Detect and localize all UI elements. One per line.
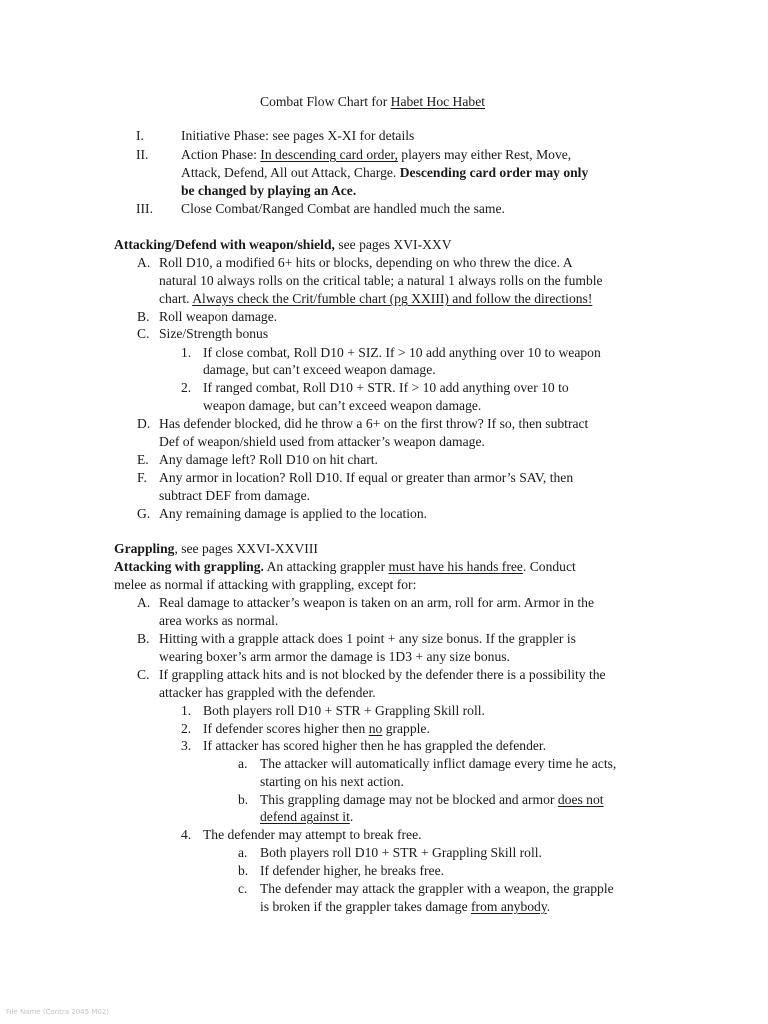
list-item: Both players roll D10 + STR + Grappling Skill roll. — [260, 845, 542, 860]
list-marker: a. — [238, 845, 248, 860]
list-marker: B. — [137, 631, 150, 646]
list-item: If defender higher, he breaks free. — [260, 863, 444, 878]
list-item: If attacker has scored higher then he has grappled the defender. — [203, 738, 547, 753]
list-item: natural 10 always rolls on the critical table; a natural 1 always rolls on the fumble — [159, 273, 603, 288]
list-marker: D. — [137, 416, 151, 431]
list-item: If defender scores higher then no grapple. — [203, 721, 430, 736]
list-item: Any armor in location? Roll D10. If equal or greater than armor’s SAV, then — [159, 470, 574, 485]
list-marker: E. — [137, 452, 149, 467]
list-marker: 2. — [181, 380, 192, 395]
list-item: attacker has grappled with the defender. — [159, 685, 376, 700]
section-heading: Grappling, see pages XXVI-XXVIII — [114, 541, 318, 556]
list-marker: 3. — [181, 738, 192, 753]
list-item: The attacker will automatically inflict damage every time he acts, — [260, 756, 617, 771]
page-title — [260, 93, 485, 111]
phase-text: Action Phase: In descending card order, players may either Rest, Move, — [181, 147, 572, 162]
list-item: Size/Strength bonus — [159, 326, 269, 341]
section-heading: Attacking/Defend with weapon/shield, see pages XVI-XXV — [114, 237, 452, 252]
list-item: Both players roll D10 + STR + Grappling Skill roll. — [203, 703, 485, 718]
list-item: The defender may attempt to break free. — [203, 827, 422, 842]
phase-number: II. — [136, 147, 149, 162]
title-text: Combat Flow Chart for — [260, 94, 391, 109]
phase-number: I. — [136, 128, 144, 143]
section-intro: Attacking with grappling. An attacking grappler must have his hands free. Conduct — [114, 559, 576, 574]
list-marker: 2. — [181, 721, 192, 736]
list-item: Any damage left? Roll D10 on hit chart. — [159, 452, 378, 467]
list-marker: G. — [137, 506, 151, 521]
list-item: Roll D10, a modified 6+ hits or blocks, depending on who threw the dice. A — [159, 255, 573, 270]
list-item: Def of weapon/shield used from attacker’s weapon damage. — [159, 434, 485, 449]
list-item: defend against it. — [260, 809, 354, 824]
list-marker: A. — [137, 255, 151, 270]
list-item: Hitting with a grapple attack does 1 point + any size bonus. If the grappler is — [159, 631, 576, 646]
list-item: damage, but can’t exceed weapon damage. — [203, 362, 436, 377]
list-item: weapon damage, but can’t exceed weapon damage. — [203, 398, 482, 413]
phase-number: III. — [136, 201, 153, 216]
list-marker: c. — [238, 881, 248, 896]
list-item: Real damage to attacker’s weapon is taken on an arm, roll for arm. Armor in the — [159, 595, 594, 610]
list-marker: 4. — [181, 827, 192, 842]
list-item: This grappling damage may not be blocked and armor does not — [260, 792, 604, 807]
list-item: If ranged combat, Roll D10 + STR. If > 10 add anything over 10 to — [203, 380, 569, 395]
list-item: Any remaining damage is applied to the location. — [159, 506, 428, 521]
list-item: Has defender blocked, did he throw a 6+ on the first throw? If so, then subtract — [159, 416, 589, 431]
list-marker: 1. — [181, 703, 192, 718]
phase-text: Attack, Defend, All out Attack, Charge. Descending card order may only — [181, 165, 589, 180]
list-item: subtract DEF from damage. — [159, 488, 310, 503]
phase-text: Initiative Phase: see pages X-XI for details — [181, 128, 415, 143]
list-marker: 1. — [181, 345, 192, 360]
list-marker: A. — [137, 595, 151, 610]
phase-text: be changed by playing an Ace. — [181, 183, 357, 198]
list-marker: F. — [137, 470, 147, 485]
list-item: Roll weapon damage. — [159, 309, 278, 324]
list-item: The defender may attack the grappler with a weapon, the grapple — [260, 881, 614, 896]
section-intro: melee as normal if attacking with grappling, except for: — [114, 577, 417, 592]
page-footer: File Name (Contra 2045 M02) — [6, 1008, 110, 1016]
list-item: area works as normal. — [159, 613, 279, 628]
title-game-name: Habet Hoc Habet — [390, 94, 486, 109]
list-marker: B. — [137, 309, 150, 324]
list-item: starting on his next action. — [260, 774, 404, 789]
list-item: is broken if the grappler takes damage from anybody. — [260, 899, 551, 914]
list-item: If grappling attack hits and is not blocked by the defender there is a possibility the — [159, 667, 606, 682]
list-marker: b. — [238, 792, 249, 807]
list-marker: a. — [238, 756, 248, 771]
list-item: wearing boxer’s arm armor the damage is 1D3 + any size bonus. — [159, 649, 510, 664]
list-marker: C. — [137, 326, 150, 341]
list-item: If close combat, Roll D10 + SIZ. If > 10 add anything over 10 to weapon — [203, 345, 601, 360]
list-marker: C. — [137, 667, 150, 682]
list-item: chart. Always check the Crit/fumble chart (pg XXIII) and follow the directions! — [159, 291, 593, 306]
phase-text: Close Combat/Ranged Combat are handled much the same. — [181, 201, 505, 216]
list-marker: b. — [238, 863, 249, 878]
